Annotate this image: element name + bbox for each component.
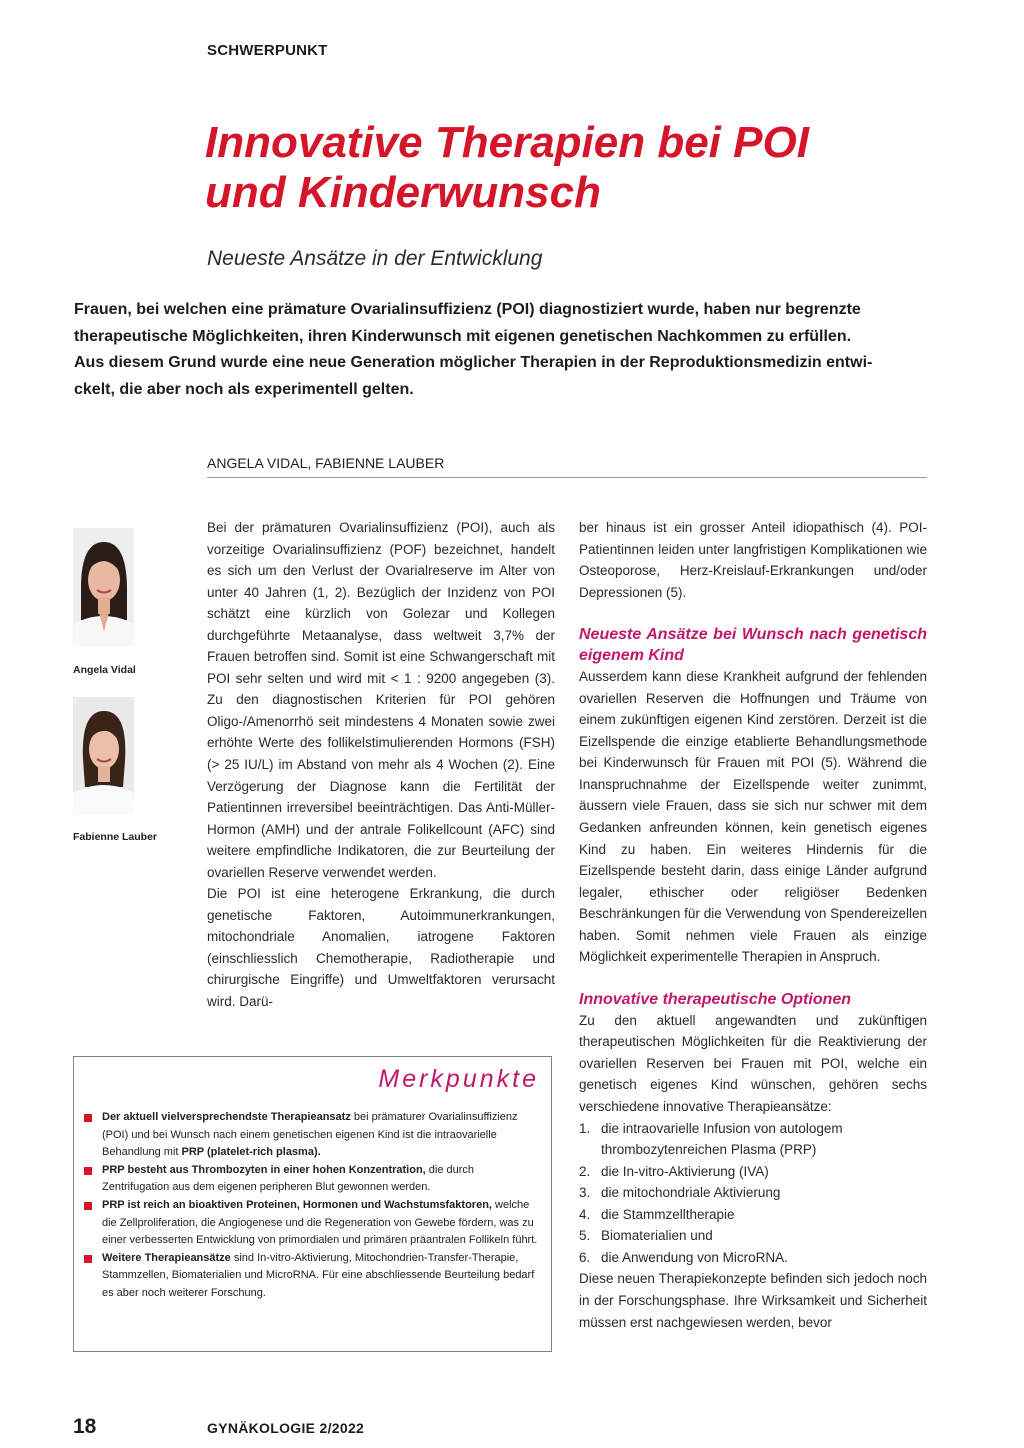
list-item: 1. die intraovarielle Infusion von autologem thrombozytenreichen Plasma (PRP) [579,1120,843,1158]
article-title-line-1: Innovative Therapien bei POI [205,118,809,167]
merkpunkt-item: PRP ist reich an bioaktiven Proteinen, Hormonen und Wachstumsfaktoren, welche die Zellproliferation, die Angiogenese und die Regeneration von Gewebe fördern, was zu einer verbesserten Entwicklung von primordialen und primären präantralen Follikeln führt. [84,1197,540,1250]
byline-divider [207,477,927,478]
bullet-square-icon [84,1202,92,1210]
lead-line: Frauen, bei welchen eine prämature Ovarialinsuffizienz (POI) diagnostiziert wurde, haben nur begrenzte [74,301,861,318]
list-item: 2. die In-vitro-Aktivierung (IVA) [579,1163,769,1179]
merkpunkte-title: Merkpunkte [378,1065,539,1093]
merkpunkt-item: Weitere Therapieansätze sind In-vitro-Aktivierung, Mitochondrien-Transfer-Therapie, Stammzellen, Biomaterialien und MicroRNA. Für eine abschliessende Beurteilung bedarf es aber noch weiterer Forschung. [84,1250,540,1303]
article-title-line-2: und Kinderwunsch [205,168,601,217]
body-column-middle [207,517,555,1013]
photo-caption: Angela Vidal [73,664,136,676]
lead-paragraph [74,297,934,403]
body-paragraph: Ausserdem kann diese Krankheit aufgrund der fehlenden ovariellen Reserven die Hoffnungen und Träume von einem zukünftigen eigenen Kind zerstören. Derzeit ist die Eizellspende die einzige etablierte Behandlungsmethode bei Kinderwunsch für Frauen mit POI (5). Während die Inanspruchnahme der Eizellspende weiter zunimmt, äussern viele Frauen, dass sie sich nur schwer mit dem Gedanken anfreunden können, kein genetisch eigenes Kind zu haben. Ein weiteres Hindernis für die Eizellspende besteht darin, dass einige Länder aufgrund legaler, ethischer oder religiöser Bedenken Beschränkungen für die Verwendung von Spendereizellen haben. Somit nehmen viele Frauen als einzige Möglichkeit experimentelle Therapien in Anspruch. [579,669,927,965]
body-paragraph: Die POI ist eine heterogene Erkrankung, die durch genetische Faktoren, Autoimmunerkrankungen, mitochondriale Anomalien, iatrogene Faktoren (einschliesslich Chemotherapie, Radiotherapie und chirurgische Eingriffe) und Umweltfaktoren verursacht wird. Darü- [207,886,555,1010]
merkpunkte-box [73,1056,552,1352]
author-photo-lauber [73,697,134,815]
article-subtitle: Neueste Ansätze in der Entwicklung [207,247,543,270]
section-heading: Innovative therapeutische Optionen [579,990,852,1008]
portrait-image [73,697,134,815]
page-number: 18 [73,1415,97,1438]
lead-line: therapeutische Möglichkeiten, ihren Kinderwunsch mit eigenen genetischen Nachkommen zu erfüllen. [74,327,852,345]
bullet-square-icon [84,1255,92,1263]
section-heading: Neueste Ansätze bei Wunsch nach genetisch eigenem Kind [579,626,927,665]
therapy-list [579,1118,927,1269]
section-label: SCHWERPUNKT [207,42,328,59]
list-item: 6. die Anwendung von MicroRNA. [579,1249,788,1265]
list-item: 3. die mitochondriale Aktivierung [579,1185,781,1201]
body-paragraph: Bei der prämaturen Ovarialinsuffizienz (POI), auch als vorzeitige Ovarialinsuffizienz (POF) bezeichnet, handelt es sich um den Verlust der Ovarialreserve im Alter von unter 40 Jahren (1, 2). Bezüglich der Inzidenz von POI schätzt eine kürzlich von Golezar und Kollegen durchgeführte Metaanalyse, dass weltweit 3,7% der Frauen betroffen sind. Somit ist eine Schwangerschaft mit POI sehr selten und wird mit < 1 : 9200 angegeben (3). Zu den diagnostischen Kriterien für POI gehören Oligo-/Amenorrhö seit mindestens 4 Monaten sowie zwei erhöhte Werte des follikelstimulierenden Hormons (FSH) (> 25 IU/L) im Abstand von mehr als 4 Wochen (2). Eine Verzögerung der Diagnose kann die Fertilität der Patientinnen irreversibel beeinträchtigen. Das Anti-Müller-Hormon (AMH) und der antrale Folikellcount (AFC) sind weitere empfindliche Indikatoren, die zur Beurteilung der ovariellen Reserve verwendet werden. [207,520,555,880]
journal-name: GYNÄKOLOGIE 2/2022 [207,1420,365,1436]
merkpunkte-list [84,1109,540,1303]
photo-caption: Fabienne Lauber [73,831,158,843]
body-column-right [579,517,927,1333]
list-item: 4. die Stammzelltherapie [579,1206,735,1222]
portrait-image [73,528,134,646]
lead-line: Aus diesem Grund wurde eine neue Generation möglicher Therapien in der Reproduktionsmedizin entwi- [74,354,873,372]
body-paragraph: Diese neuen Therapiekonzepte befinden sich jedoch noch in der Forschungsphase. Ihre Wirksamkeit und Sicherheit müssen erst nachgewiesen werden, bevor [579,1271,927,1330]
article-title [205,118,965,218]
merkpunkt-item: PRP besteht aus Thrombozyten in einer hohen Konzentration, die durch Zentrifugation aus dem eigenen peripheren Blut gewonnen werden. [84,1162,540,1197]
lead-line: ckelt, die aber noch als experimentell gelten. [74,380,414,398]
bullet-square-icon [84,1167,92,1175]
list-item: 5. Biomaterialien und [579,1228,713,1244]
bullet-square-icon [84,1114,92,1122]
body-paragraph: Zu den aktuell angewandten und zukünftigen therapeutischen Möglichkeiten für die Reaktivierung der ovariellen Reserven bei Frauen mit POI, welche ein genetisch eigenes Kind wünschen, gehören sechs verschiedene innovative Therapieansätze: [579,1012,927,1115]
body-paragraph: ber hinaus ist ein grosser Anteil idiopathisch (4). POI-Patientinnen leiden unter langfristigen Komplikationen wie Osteoporose, Herz-Kreislauf-Erkrankungen und/oder Depressionen (5). [579,520,927,600]
author-byline: ANGELA VIDAL, FABIENNE LAUBER [207,455,445,471]
author-photo-vidal [73,528,134,646]
merkpunkt-item: Der aktuell vielversprechendste Therapieansatz bei prämaturer Ovarialinsuffizienz (POI) und bei Wunsch nach einem genetischen eigenen Kind ist die intraovarielle Behandlung mit PRP (platelet-rich plasma). [84,1109,540,1162]
